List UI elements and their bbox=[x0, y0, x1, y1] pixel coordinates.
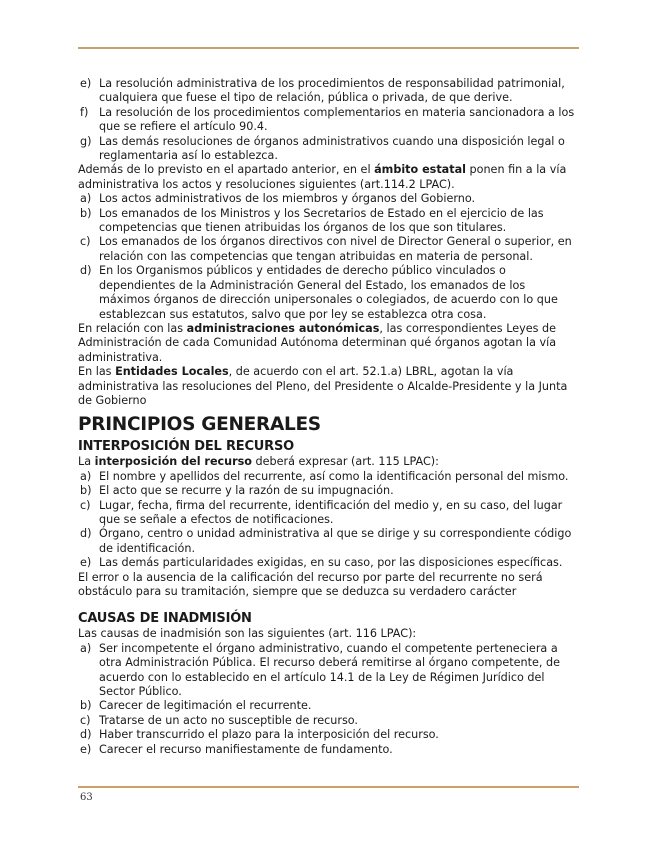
list-item-text: Los emanados de los Ministros y los Secretarios de Estado en el ejercicio de las competencias que tienen atribuidas los órganos de los que son titulares. bbox=[99, 206, 544, 235]
list-item-marker: b) bbox=[80, 484, 92, 498]
list-item-marker: e) bbox=[80, 556, 92, 570]
document-body bbox=[78, 77, 578, 757]
list-item-marker: b) bbox=[80, 206, 92, 220]
heading-interposicion: INTERPOSICIÓN DEL RECURSO bbox=[78, 439, 294, 455]
list-item-marker: f) bbox=[80, 105, 89, 119]
list-item bbox=[78, 714, 578, 728]
paragraph-interposicion: La interposición del recurso deberá expresar (art. 115 LPAC): bbox=[78, 455, 439, 469]
list-item-text: Tratarse de un acto no susceptible de recurso. bbox=[99, 713, 358, 727]
list-item-text: El acto que se recurre y la razón de su impugnación. bbox=[99, 484, 394, 498]
header-rule bbox=[78, 47, 579, 49]
paragraph-causas-inadmision: Las causas de inadmisión son las siguientes (art. 116 LPAC): bbox=[78, 627, 417, 641]
list-item-text: Las demás particularidades exigidas, en su caso, por las disposiciones específicas. bbox=[99, 556, 563, 570]
list-item-marker: a) bbox=[80, 192, 92, 206]
list-item-marker: a) bbox=[80, 641, 92, 655]
list-item bbox=[78, 556, 578, 570]
heading-causas-inadmision: CAUSAS DE INADMISIÓN bbox=[78, 611, 252, 627]
list-item bbox=[78, 192, 578, 206]
list-item bbox=[78, 135, 578, 164]
list-item-text: La resolución de los procedimientos complementarios en materia sancionadora a los que se refiere el artículo 90.4. bbox=[99, 105, 575, 134]
list-item bbox=[78, 207, 578, 236]
list-item-text: Haber transcurrido el plazo para la interposición del recurso. bbox=[99, 728, 439, 742]
list-item-marker: d) bbox=[80, 264, 92, 278]
paragraph-administraciones-autonomicas: En relación con las administraciones autonómicas, las correspondientes Leyes de Administración de cada Comunidad Autónoma determinan qué órganos agotan la vía administrativa. bbox=[78, 321, 557, 364]
list-ambito-estatal bbox=[78, 192, 578, 322]
footer-rule bbox=[78, 786, 579, 788]
list-item bbox=[78, 106, 578, 135]
list-item bbox=[78, 77, 578, 106]
list-item-text: En los Organismos públicos y entidades de derecho público vinculados o dependientes de la Administración General del Estado, los emanados de los máximos órganos de dirección unipersonales o colegiados, de acuerdo con lo que establezcan sus estatutos, salvo que por ley se establezca otra cosa. bbox=[99, 264, 558, 321]
page-number: 63 bbox=[80, 792, 93, 803]
list-item bbox=[78, 728, 578, 742]
list-item-marker: d) bbox=[80, 527, 92, 541]
list-item-text: Los actos administrativos de los miembros y órganos del Gobierno. bbox=[99, 192, 476, 206]
list-item-text: Órgano, centro o unidad administrativa al que se dirige y su correspondiente código de identificación. bbox=[99, 527, 572, 555]
list-item-text: Carecer el recurso manifiestamente de fundamento. bbox=[99, 742, 393, 756]
list-item-text: Las demás resoluciones de órganos administrativos cuando una disposición legal o reglamentaria así lo establezca. bbox=[99, 134, 565, 163]
list-item-marker: a) bbox=[80, 469, 92, 483]
paragraph-entidades-locales: En las Entidades Locales, de acuerdo con el art. 52.1.a) LBRL, agotan la vía administrativa las resoluciones del Pleno, del Presidente o Alcalde-Presidente y la Junta de Gobierno bbox=[78, 365, 568, 407]
list-interposicion bbox=[78, 470, 578, 571]
list-item bbox=[78, 470, 578, 484]
list-item-text: La resolución administrativa de los procedimientos de responsabilidad patrimonial, cualquiera que fuese el tipo de relación, pública o privada, de que derive. bbox=[99, 77, 565, 105]
list-item-marker: c) bbox=[80, 235, 91, 249]
list-item-marker: c) bbox=[80, 713, 91, 727]
heading-principios-generales: PRINCIPIOS GENERALES bbox=[78, 414, 321, 436]
list-item bbox=[78, 743, 578, 757]
paragraph-error-calificacion: El error o la ausencia de la calificación del recurso por parte del recurrente no será obstáculo para su tramitación, siempre que se deduzca su verdadero carácter bbox=[78, 570, 543, 598]
paragraph-ambito-estatal: Además de lo previsto en el apartado anterior, en el ámbito estatal ponen fin a la vía administrativa los actos y resoluciones siguientes (art.114.2 LPAC). bbox=[78, 163, 567, 191]
list-item-marker: c) bbox=[80, 498, 91, 512]
list-item-marker: e) bbox=[80, 77, 92, 90]
list-item bbox=[78, 499, 578, 528]
list-item-marker: b) bbox=[80, 699, 92, 713]
list-item-text: El nombre y apellidos del recurrente, así como la identificación personal del mismo. bbox=[99, 469, 569, 483]
list-item bbox=[78, 642, 578, 700]
list-causas-inadmision bbox=[78, 642, 578, 757]
list-item bbox=[78, 264, 578, 322]
list-item-text: Lugar, fecha, firma del recurrente, identificación del medio y, en su caso, del lugar que se señale a efectos de notificaciones. bbox=[99, 498, 563, 526]
list-item-text: Carecer de legitimación el recurrente. bbox=[99, 699, 312, 713]
list-item bbox=[78, 484, 578, 498]
list-item-text: Ser incompetente el órgano administrativo, cuando el competente perteneciera a otra Administración Pública. El recurso deberá remitirse al órgano competente, de acuerdo con lo establecido en el artículo 14.1 de la Ley de Régimen Jurídico del Sector Público. bbox=[99, 641, 560, 699]
list-item-marker: g) bbox=[80, 134, 92, 148]
list-item-marker: e) bbox=[80, 742, 92, 756]
list-item bbox=[78, 699, 578, 713]
list-item bbox=[78, 235, 578, 264]
list-top bbox=[78, 77, 578, 163]
list-item-marker: d) bbox=[80, 728, 92, 742]
list-item-text: Los emanados de los órganos directivos con nivel de Director General o superior, en relación con las competencias que tengan atribuidas en materia de personal. bbox=[99, 235, 572, 263]
list-item bbox=[78, 527, 578, 556]
